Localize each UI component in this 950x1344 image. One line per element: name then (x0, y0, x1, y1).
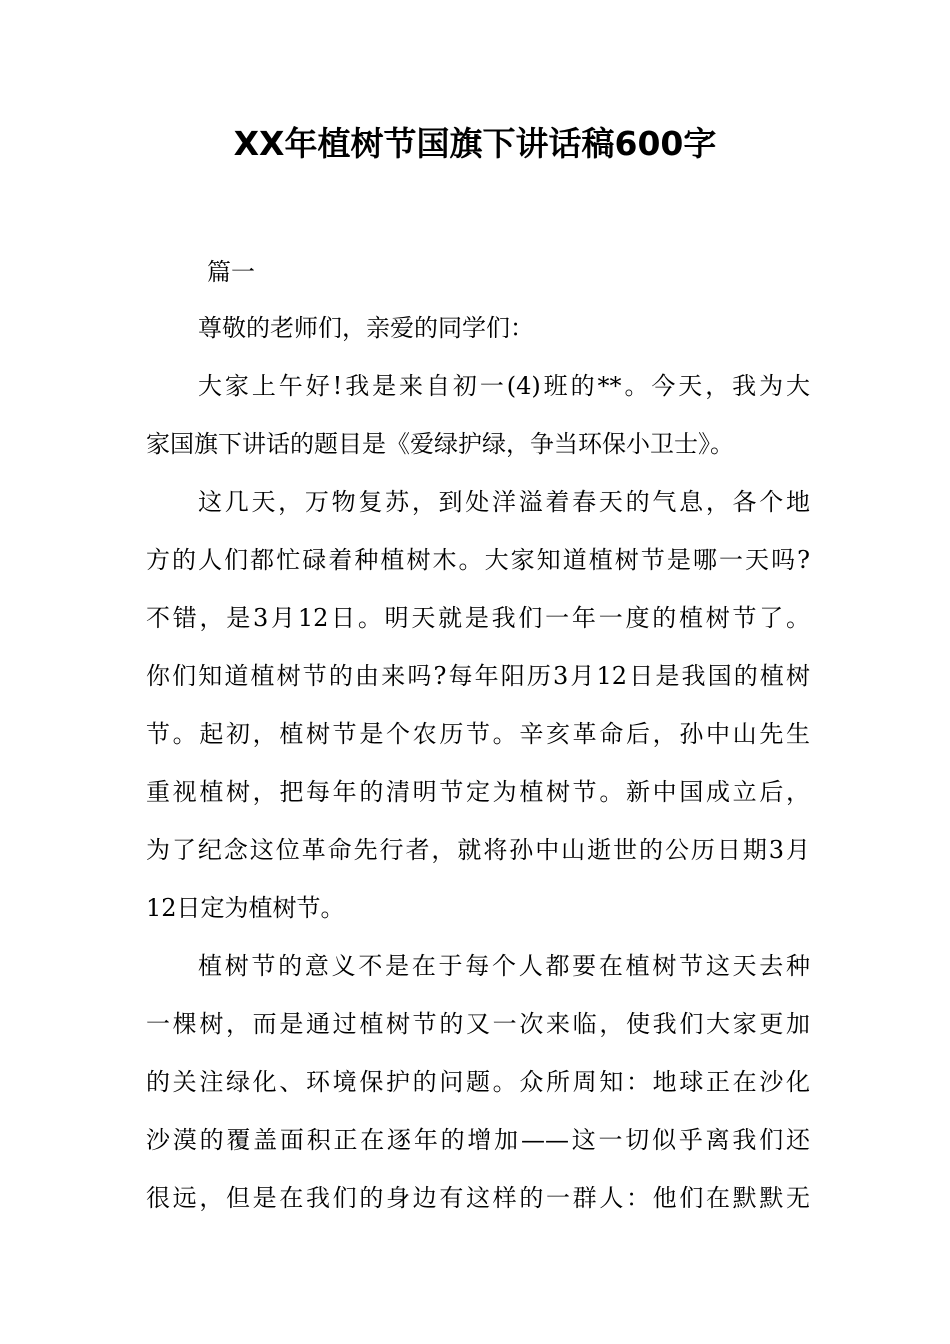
paragraph-line: 植树节的意义不是在于每个人都要在植树节这天去种 (198, 952, 810, 980)
document-title: XX年植树节国旗下讲话稿600字 (233, 124, 717, 163)
paragraph-line: 节。起初，植树节是个农历节。辛亥革命后，孙中山先生 (146, 720, 810, 748)
paragraph-line: 你们知道植树节的由来吗?每年阳历3月12日是我国的植树 (146, 662, 810, 690)
paragraph-line: 12日定为植树节。 (146, 894, 345, 922)
section-label: 篇一 (207, 258, 255, 286)
paragraph-line: 方的人们都忙碌着种植树木。大家知道植树节是哪一天吗? (146, 546, 810, 574)
paragraph-line: 沙漠的覆盖面积正在逐年的增加——这一切似乎离我们还 (146, 1126, 810, 1154)
paragraph-line: 不错，是3月12日。明天就是我们一年一度的植树节了。 (146, 604, 810, 632)
paragraph-line: 很远，但是在我们的身边有这样的一群人：他们在默默无 (146, 1184, 810, 1212)
paragraph-line: 为了纪念这位革命先行者，就将孙中山逝世的公历日期3月 (146, 836, 810, 864)
paragraph-line: 大家上午好!我是来自初一(4)班的**。今天，我为大 (198, 372, 810, 400)
salutation-line: 尊敬的老师们，亲爱的同学们： (198, 314, 534, 342)
paragraph-line: 重视植树，把每年的清明节定为植树节。新中国成立后， (146, 778, 810, 806)
paragraph-line: 家国旗下讲话的题目是《爱绿护绿，争当环保小卫士》。 (146, 430, 734, 458)
paragraph-line: 一棵树，而是通过植树节的又一次来临，使我们大家更加 (146, 1010, 810, 1038)
paragraph-line: 的关注绿化、环境保护的问题。众所周知：地球正在沙化 (146, 1068, 810, 1096)
paragraph-line: 这几天，万物复苏，到处洋溢着春天的气息，各个地 (198, 488, 810, 516)
